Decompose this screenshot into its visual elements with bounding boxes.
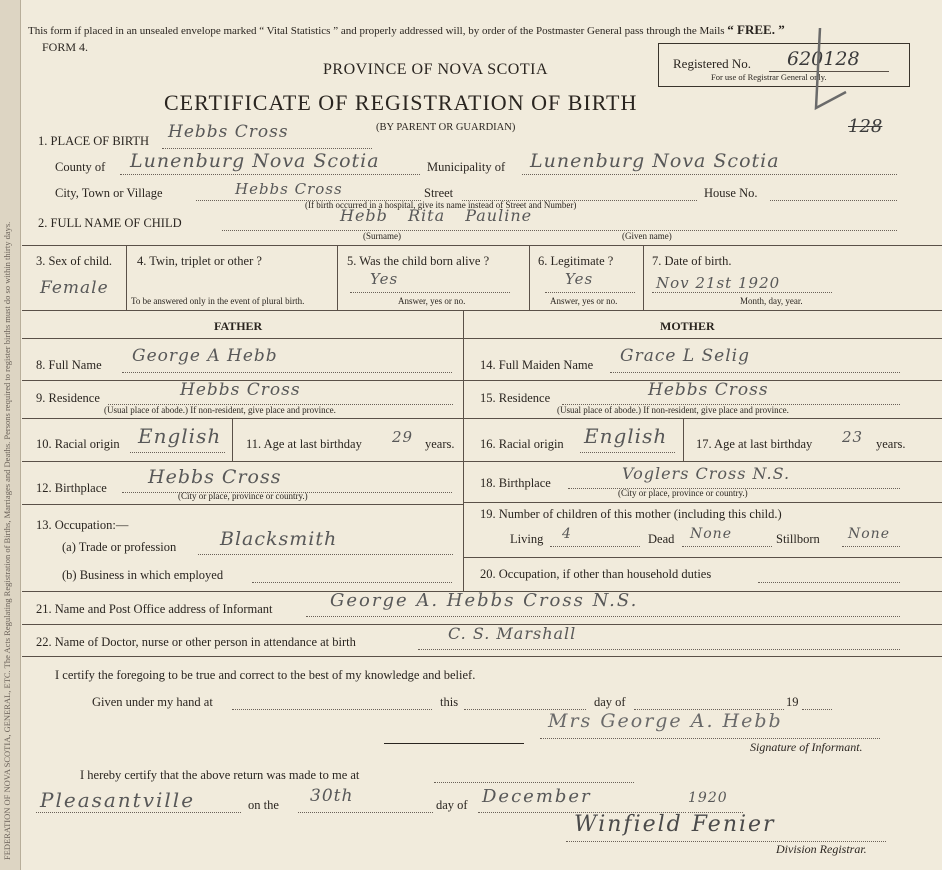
alive-value: Yes	[370, 270, 399, 288]
certify-text: I certify the foregoing to be true and correct to the best of my knowledge and belief.	[55, 668, 476, 682]
mother-children-label: 19. Number of children of this mother (including this child.)	[480, 507, 782, 521]
father-name-label: 8. Full Name	[36, 358, 102, 372]
hereby-certify-text: I hereby certify that the above return was made to me at	[80, 768, 360, 782]
stillborn-value: None	[848, 526, 890, 542]
year-prefix-label: 19	[786, 695, 799, 709]
mother-age-value: 23	[842, 428, 864, 446]
alive-note: Answer, yes or no.	[398, 296, 466, 306]
father-residence-value: Hebbs Cross	[180, 380, 301, 400]
doctor-value: C. S. Marshall	[448, 624, 577, 643]
living-label: Living	[510, 532, 544, 546]
registrar-signature-label: Division Registrar.	[776, 842, 867, 856]
father-business-label: (b) Business in which employed	[62, 568, 224, 582]
form-number: FORM 4.	[42, 40, 89, 54]
binding-margin	[0, 0, 21, 870]
mother-residence-label: 15. Residence	[480, 391, 551, 405]
mother-name-label: 14. Full Maiden Name	[480, 358, 594, 372]
mother-age-label: 17. Age at last birthday	[696, 437, 813, 451]
this-label: this	[440, 695, 459, 709]
father-trade-label: (a) Trade or profession	[62, 540, 177, 554]
father-years-label: years.	[425, 437, 455, 451]
free-label: “ FREE. ”	[727, 22, 785, 37]
given-under-hand-label: Given under my hand at	[92, 695, 213, 709]
registrar-use-note: For use of Registrar General only.	[711, 72, 827, 82]
living-value: 4	[562, 526, 572, 542]
mother-racial-label: 16. Racial origin	[480, 437, 564, 451]
mother-birthplace-value: Voglers Cross N.S.	[622, 464, 791, 483]
mother-residence-value: Hebbs Cross	[648, 380, 769, 400]
county-value: Lunenburg Nova Scotia	[130, 150, 380, 172]
alive-label: 5. Was the child born alive ?	[347, 254, 490, 268]
informant-signature: Mrs George A. Hebb	[548, 710, 783, 732]
surname-note: (Surname)	[363, 231, 401, 241]
municipality-value: Lunenburg Nova Scotia	[530, 150, 780, 172]
registration-place: Pleasantville	[40, 788, 196, 812]
father-header: FATHER	[214, 319, 263, 333]
father-birthplace-label: 12. Birthplace	[36, 481, 107, 495]
street-label: Street	[424, 186, 454, 200]
father-name-value: George A Hebb	[132, 346, 278, 366]
father-residence-label: 9. Residence	[36, 391, 100, 405]
father-age-label: 11. Age at last birthday	[246, 437, 362, 451]
mother-birthplace-label: 18. Birthplace	[480, 476, 551, 490]
date-of-birth-value: Nov 21st 1920	[656, 274, 781, 292]
father-trade-value: Blacksmith	[220, 528, 338, 550]
registration-year: 1920	[688, 790, 728, 806]
mother-occupation-label: 20. Occupation, if other than household duties	[480, 567, 712, 581]
registered-box	[658, 43, 910, 87]
sex-value: Female	[40, 278, 109, 298]
dead-label: Dead	[648, 532, 675, 546]
given-name-note: (Given name)	[622, 231, 672, 241]
father-occupation-label: 13. Occupation:—	[36, 518, 129, 532]
father-birthplace-value: Hebbs Cross	[148, 466, 282, 488]
date-of-birth-note: Month, day, year.	[740, 296, 803, 306]
house-label: House No.	[704, 186, 758, 200]
informant-label: 21. Name and Post Office address of Informant	[36, 602, 273, 616]
dead-value: None	[690, 526, 732, 542]
place-of-birth-label: 1. PLACE OF BIRTH	[38, 134, 150, 148]
day-of-label: day of	[594, 695, 626, 709]
father-racial-label: 10. Racial origin	[36, 437, 120, 451]
mother-birthplace-note: (City or place, province or country.)	[618, 488, 748, 498]
legitimate-note: Answer, yes or no.	[550, 296, 618, 306]
postal-notice-text: This form if placed in an unsealed envelope marked “ Vital Statistics ” and properly addressed will, by order of the Postmaster General pass through the Mails	[28, 25, 725, 37]
place-of-birth-value: Hebbs Cross	[168, 122, 289, 142]
margin-text: FEDERATION OF NOVA SCOTIA, GENERAL, ETC. The Acts Regulating Registration of Births, Marriages and Deaths. Persons required to register births must do so within thirty days.	[2, 221, 12, 860]
full-name-label: 2. FULL NAME OF CHILD	[38, 216, 182, 230]
twin-label: 4. Twin, triplet or other ?	[137, 254, 262, 268]
postal-notice	[28, 22, 785, 38]
mother-years-label: years.	[876, 437, 906, 451]
mother-racial-value: English	[584, 424, 668, 448]
informant-signature-label: Signature of Informant.	[750, 740, 863, 754]
registered-label: Registered No.	[673, 56, 751, 71]
registration-day: 30th	[310, 786, 354, 806]
informant-value: George A. Hebbs Cross N.S.	[330, 590, 639, 611]
check-mark-icon	[790, 20, 850, 132]
province-heading: PROVINCE OF NOVA SCOTIA	[323, 61, 549, 78]
father-age-value: 29	[392, 428, 414, 446]
municipality-label: Municipality of	[427, 160, 506, 174]
city-label: City, Town or Village	[55, 186, 163, 200]
margin-number: 128	[848, 116, 883, 137]
mother-name-value: Grace L Selig	[620, 346, 750, 366]
father-racial-value: English	[138, 424, 222, 448]
day-of-label-2: day of	[436, 798, 468, 812]
legitimate-value: Yes	[565, 270, 594, 288]
sex-label: 3. Sex of child.	[36, 254, 113, 268]
mother-header: MOTHER	[660, 319, 715, 333]
subtitle: (BY PARENT OR GUARDIAN)	[376, 122, 516, 133]
date-of-birth-label: 7. Date of birth.	[652, 254, 732, 268]
hospital-note: (If birth occurred in a hospital, give its name instead of Street and Number)	[305, 200, 577, 210]
twin-note: To be answered only in the event of plural birth.	[131, 296, 305, 306]
full-name-value: Hebb Rita Pauline	[340, 206, 533, 225]
father-residence-note: (Usual place of abode.) If non-resident, give place and province.	[104, 405, 336, 415]
city-value: Hebbs Cross	[235, 180, 343, 198]
on-the-label: on the	[248, 798, 279, 812]
registrar-signature: Winfield Fenier	[574, 812, 776, 837]
mother-residence-note: (Usual place of abode.) If non-resident, give place and province.	[557, 405, 789, 415]
registered-number: 620128	[787, 48, 860, 70]
stillborn-label: Stillborn	[776, 532, 820, 546]
page-title: CERTIFICATE OF REGISTRATION OF BIRTH	[164, 90, 638, 115]
father-birthplace-note: (City or place, province or country.)	[178, 491, 308, 501]
doctor-label: 22. Name of Doctor, nurse or other person in attendance at birth	[36, 635, 356, 649]
registration-month: December	[482, 786, 592, 807]
legitimate-label: 6. Legitimate ?	[538, 254, 614, 268]
county-label: County of	[55, 160, 106, 174]
